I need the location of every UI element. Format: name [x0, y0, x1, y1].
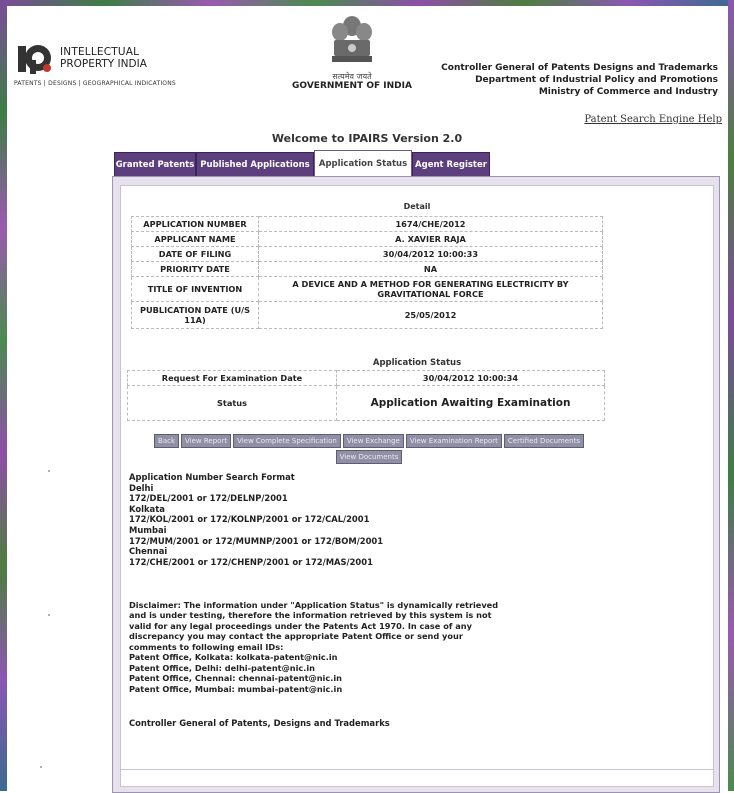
- government-title: GOVERNMENT OF INDIA: [292, 81, 412, 91]
- contact-line: Patent Office, Mumbai: mumbai-patent@nic.in: [129, 683, 343, 694]
- disclaimer-text: Disclaimer: The information under "Application Status" is dynamically retrieved and is under testing, therefore the information retrieved by this system is not valid for any legal proceedings under the Patents Act 1970. In case of any discrepancy you may contact the appropriate Patent Office or send your comments to following email IDs:: [129, 600, 499, 652]
- application-status-heading: Application Status: [372, 358, 462, 368]
- detail-table: [131, 216, 603, 329]
- view-exchange-button[interactable]: View Exchange: [343, 434, 404, 448]
- scan-speck: [48, 614, 50, 616]
- detail-label: DATE OF FILING: [132, 247, 259, 262]
- contact-line: Patent Office, Chennai: chennai-patent@nic.in: [129, 673, 342, 684]
- contact-line: Patent Office, Kolkata: kolkata-patent@nic.in: [129, 652, 338, 662]
- back-button[interactable]: Back: [154, 434, 179, 448]
- view-report-button[interactable]: View Report: [181, 434, 231, 448]
- contact-line: Patent Office, Delhi: delhi-patent@nic.in: [129, 662, 316, 673]
- table-row: [128, 386, 605, 421]
- view-complete-specification-button[interactable]: View Complete Specification: [233, 434, 341, 448]
- table-row: [132, 232, 603, 247]
- scan-border-right: [728, 0, 734, 791]
- search-format-block: [129, 472, 383, 567]
- scan-speck: [48, 470, 50, 472]
- status-table: [127, 370, 605, 421]
- detail-label: APPLICANT NAME: [132, 232, 259, 247]
- logo-text-line1: INTELLECTUAL: [60, 46, 140, 58]
- detail-heading: Detail: [403, 202, 431, 211]
- detail-value: 30/04/2012 10:00:33: [259, 247, 603, 262]
- tab-agent-register[interactable]: Agent Register: [412, 152, 490, 178]
- logo-tagline: PATENTS | DESIGNS | GEOGRAPHICAL INDICATIONS: [14, 80, 176, 87]
- panel-footer: [121, 769, 713, 786]
- scan-speck: [40, 766, 42, 768]
- detail-value: A. XAVIER RAJA: [259, 232, 603, 247]
- detail-value: 25/05/2012: [259, 302, 603, 329]
- emblem-motto: सत्यमेव जयते: [332, 72, 372, 81]
- format-line: Mumbai: [129, 524, 167, 535]
- ministry-line: Ministry of Commerce and Industry: [538, 87, 718, 97]
- national-emblem-icon: [326, 12, 378, 74]
- detail-label: PUBLICATION DATE (U/S 11A): [132, 302, 259, 329]
- request-exam-label: Request For Examination Date: [128, 371, 337, 386]
- detail-value: 1674/CHE/2012: [259, 217, 603, 232]
- detail-label: TITLE OF INVENTION: [132, 277, 259, 302]
- action-button-row: [131, 434, 607, 466]
- page-title: Welcome to IPAIRS Version 2.0: [271, 132, 463, 145]
- format-line: 172/KOL/2001 or 172/KOLNP/2001 or 172/CAL/2001: [129, 514, 370, 525]
- table-row: [132, 302, 603, 329]
- content-inner: [120, 185, 714, 787]
- tab-application-status[interactable]: Application Status: [314, 150, 412, 179]
- ministry-block: [441, 62, 718, 98]
- format-line: Delhi: [129, 482, 154, 493]
- certified-documents-button[interactable]: Certified Documents: [504, 434, 584, 448]
- view-documents-button[interactable]: View Documents: [336, 450, 403, 464]
- controller-signature: Controller General of Patents, Designs and Trademarks: [129, 718, 390, 728]
- search-help-link[interactable]: Patent Search Engine Help: [584, 114, 722, 125]
- table-row: [132, 277, 603, 302]
- table-row: [132, 262, 603, 277]
- detail-label: APPLICATION NUMBER: [132, 217, 259, 232]
- contacts-block: [129, 652, 342, 694]
- view-examination-report-button[interactable]: View Examination Report: [406, 434, 502, 448]
- format-line: 172/CHE/2001 or 172/CHENP/2001 or 172/MAS/2001: [129, 556, 373, 567]
- scan-border-top: [0, 0, 734, 6]
- ip-india-logo: [14, 42, 194, 94]
- request-exam-value: 30/04/2012 10:00:34: [337, 371, 605, 386]
- search-format-heading: Application Number Search Format: [129, 472, 295, 482]
- scan-border-left: [0, 0, 7, 791]
- format-line: Kolkata: [129, 503, 165, 514]
- table-row: [132, 247, 603, 262]
- status-label: Status: [128, 386, 337, 421]
- table-row: [128, 371, 605, 386]
- ministry-line: Department of Industrial Policy and Promotions: [475, 75, 718, 85]
- tab-published-applications[interactable]: Published Applications: [196, 152, 314, 178]
- tab-granted-patents[interactable]: Granted Patents: [114, 152, 196, 178]
- logo-text-line2: PROPERTY INDIA: [60, 58, 147, 70]
- format-line: 172/DEL/2001 or 172/DELNP/2001: [129, 493, 288, 504]
- table-row: [132, 217, 603, 232]
- ip-logo-icon: [16, 42, 56, 78]
- ministry-line: Controller General of Patents Designs and Trademarks: [441, 63, 718, 73]
- content-panel: [112, 176, 720, 793]
- detail-label: PRIORITY DATE: [132, 262, 259, 277]
- format-line: 172/MUM/2001 or 172/MUMNP/2001 or 172/BOM/2001: [129, 535, 384, 546]
- detail-value: A DEVICE AND A METHOD FOR GENERATING ELECTRICITY BY GRAVITATIONAL FORCE: [259, 277, 603, 302]
- format-line: Chennai: [129, 546, 168, 557]
- detail-value: NA: [259, 262, 603, 277]
- status-value: Application Awaiting Examination: [337, 386, 605, 421]
